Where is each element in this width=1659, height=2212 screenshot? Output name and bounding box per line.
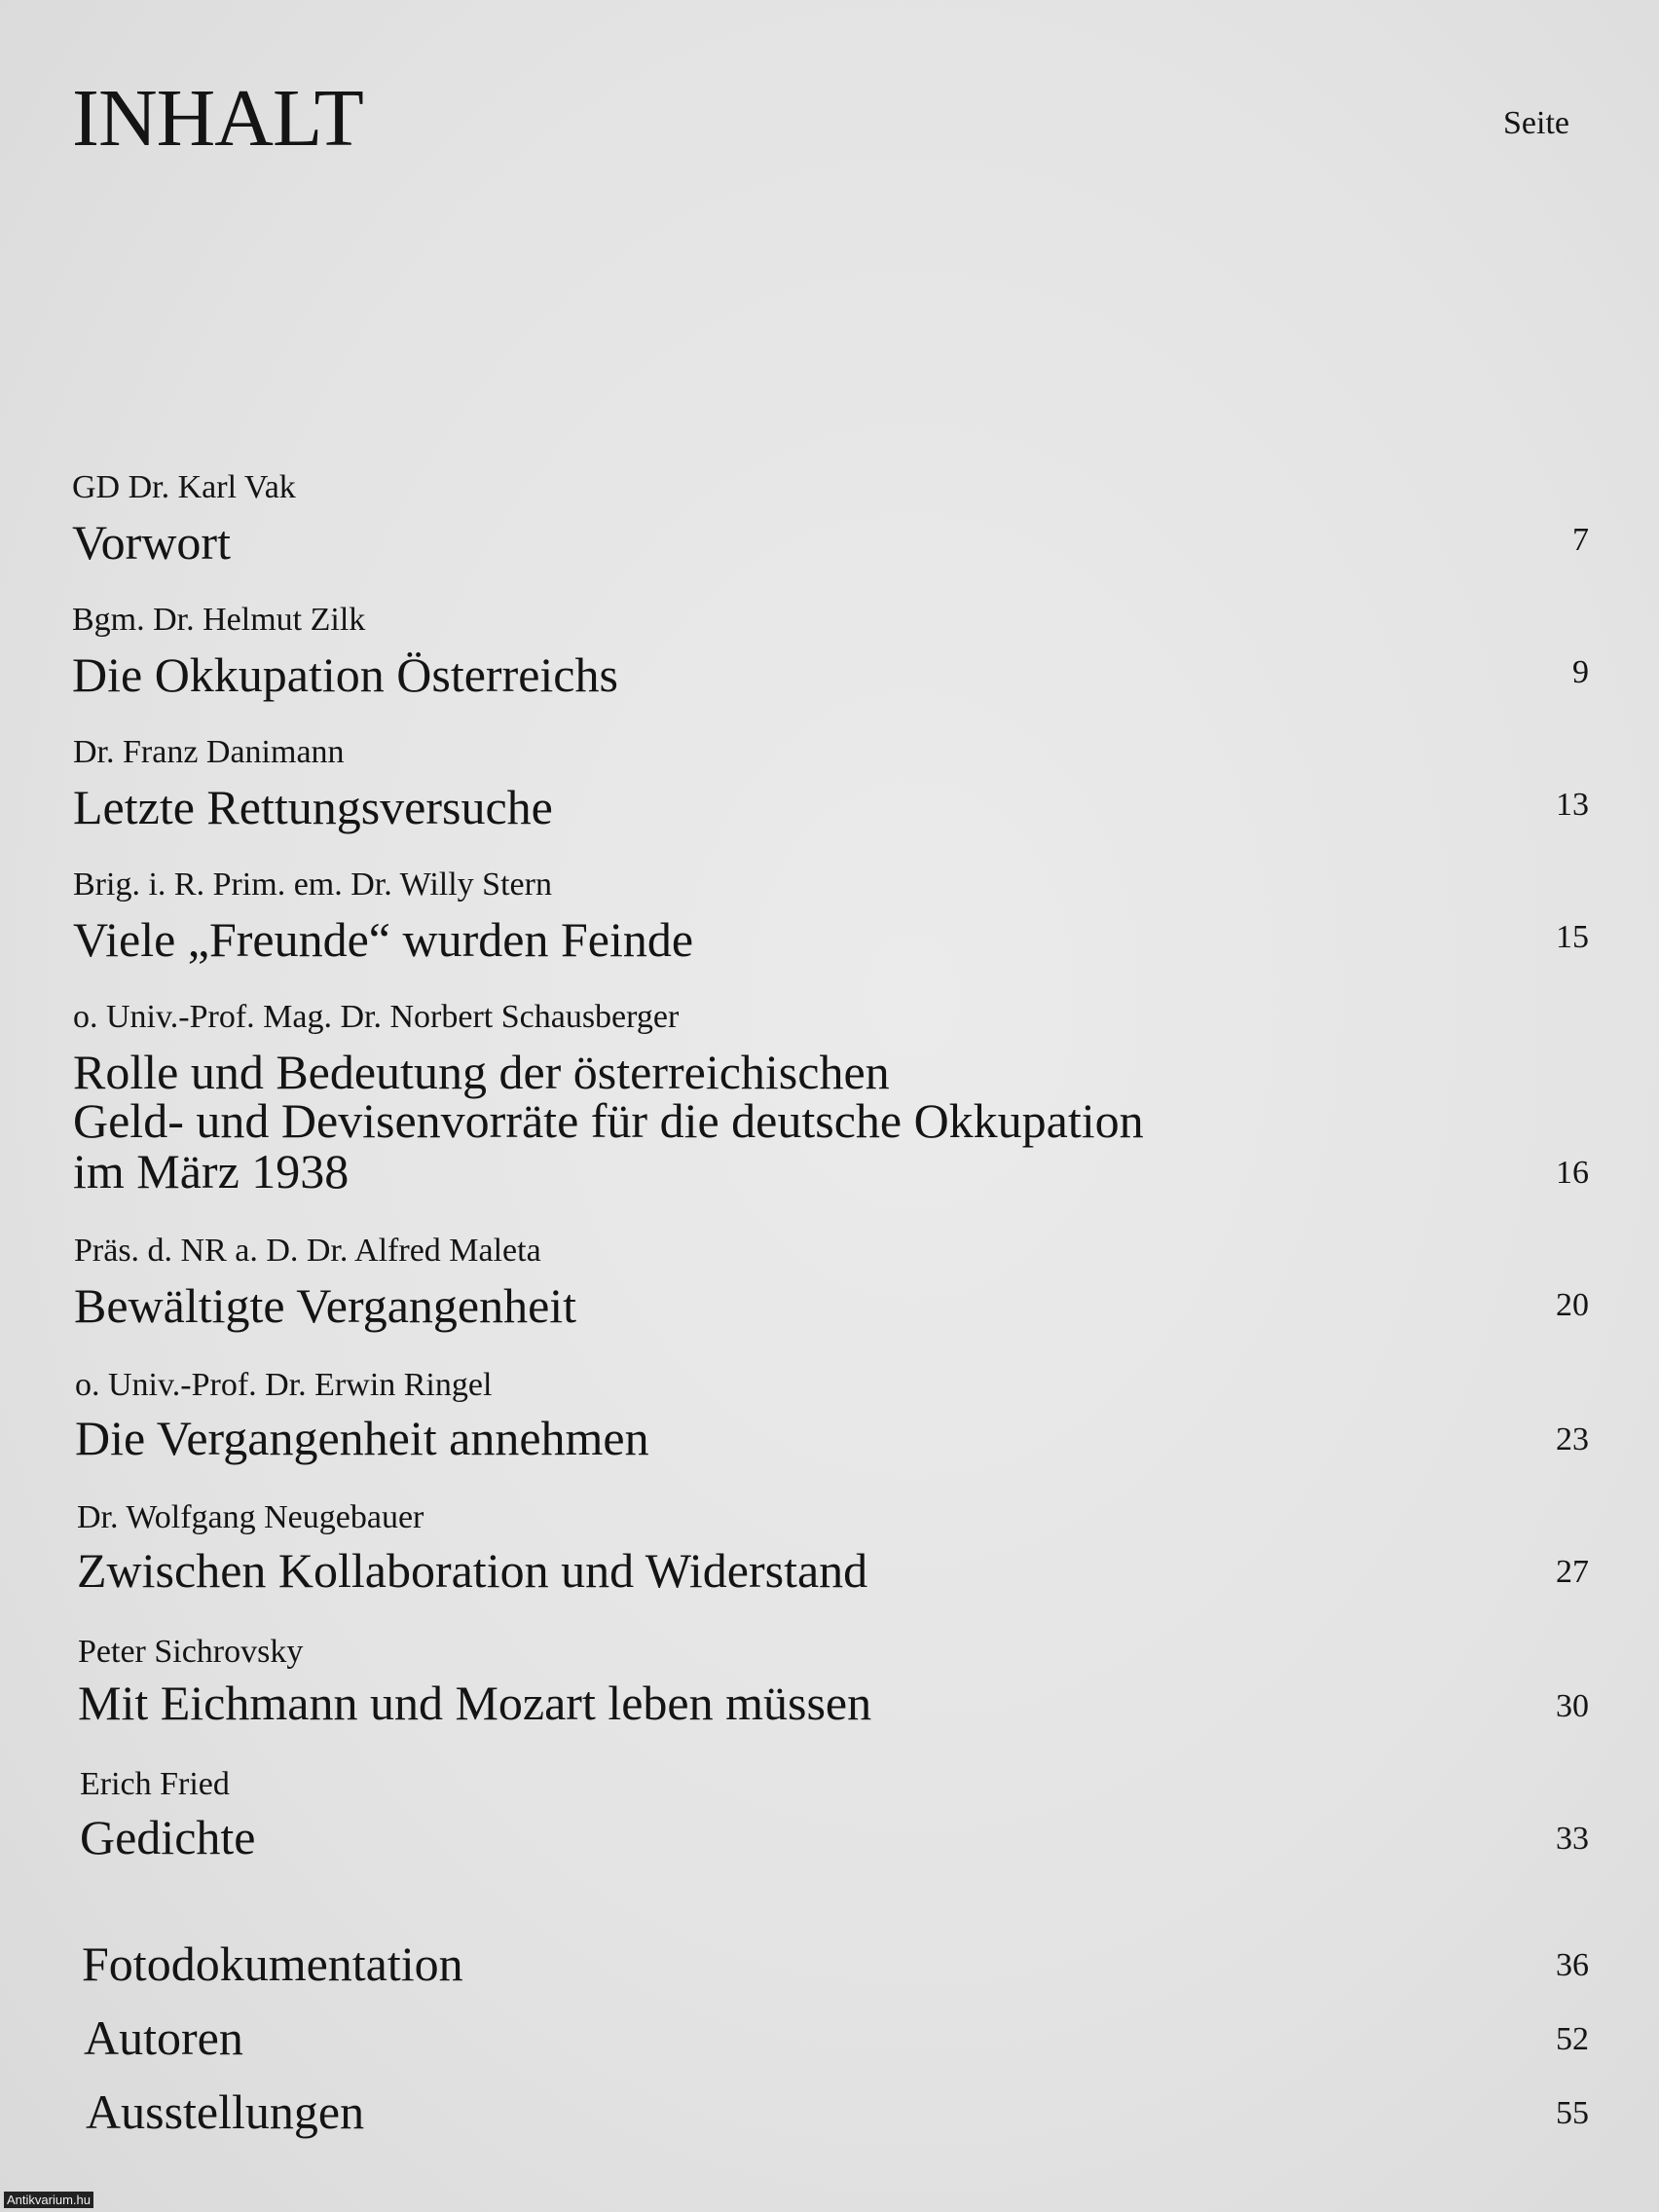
page-title: INHALT [72,73,363,164]
entry-title: Fotodokumentation [82,1936,463,1991]
entry-author: o. Univ.-Prof. Mag. Dr. Norbert Schausberger [73,999,680,1035]
entry-title-line-3: im März 1938 [73,1144,350,1198]
entry-page-number: 7 [1572,522,1589,558]
entry-title: Gedichte [80,1810,256,1864]
entry-page-number: 15 [1556,919,1589,955]
entry-author: Peter Sichrovsky [78,1634,304,1670]
entry-title: Bewältigte Vergangenheit [74,1278,577,1333]
entry-title: Vorwort [72,515,231,570]
entry-author: Dr. Wolfgang Neugebauer [77,1499,424,1535]
entry-author: Bgm. Dr. Helmut Zilk [72,602,366,638]
entry-title: Autoren [84,2010,243,2065]
page-column-label: Seite [1503,105,1569,141]
entry-page-number: 55 [1556,2095,1589,2131]
entry-page-number: 52 [1556,2021,1589,2057]
entry-author: Brig. i. R. Prim. em. Dr. Willy Stern [73,866,552,903]
entry-page-number: 36 [1556,1947,1589,1983]
entry-title: Letzte Rettungsversuche [73,780,553,834]
entry-author: GD Dr. Karl Vak [72,469,296,505]
entry-page-number: 27 [1556,1554,1589,1590]
entry-page-number: 20 [1556,1287,1589,1323]
entry-page-number: 9 [1572,654,1589,690]
watermark: Antikvarium.hu [4,2192,93,2208]
entry-title: Viele „Freunde“ wurden Feinde [73,912,694,967]
entry-title: Zwischen Kollaboration und Widerstand [77,1543,868,1598]
entry-page-number: 33 [1556,1821,1589,1857]
entry-page-number: 13 [1556,787,1589,823]
entry-author: Präs. d. NR a. D. Dr. Alfred Maleta [74,1233,541,1269]
entry-author: Erich Fried [80,1766,230,1802]
entry-title-line-2: Geld- und Devisenvorräte für die deutsche Okkupation [73,1093,1144,1148]
entry-page-number: 23 [1556,1421,1589,1457]
entry-page-number: 30 [1556,1688,1589,1724]
entry-page-number: 16 [1556,1155,1589,1191]
entry-title: Mit Eichmann und Mozart leben müssen [78,1676,872,1730]
entry-title: Die Okkupation Österreichs [72,647,618,702]
entry-author: Dr. Franz Danimann [73,734,345,770]
entry-title-line-1: Rolle und Bedeutung der österreichischen [73,1045,890,1099]
entry-title: Die Vergangenheit annehmen [75,1411,649,1465]
entry-author: o. Univ.-Prof. Dr. Erwin Ringel [75,1367,493,1403]
entry-title: Ausstellungen [86,2084,365,2139]
